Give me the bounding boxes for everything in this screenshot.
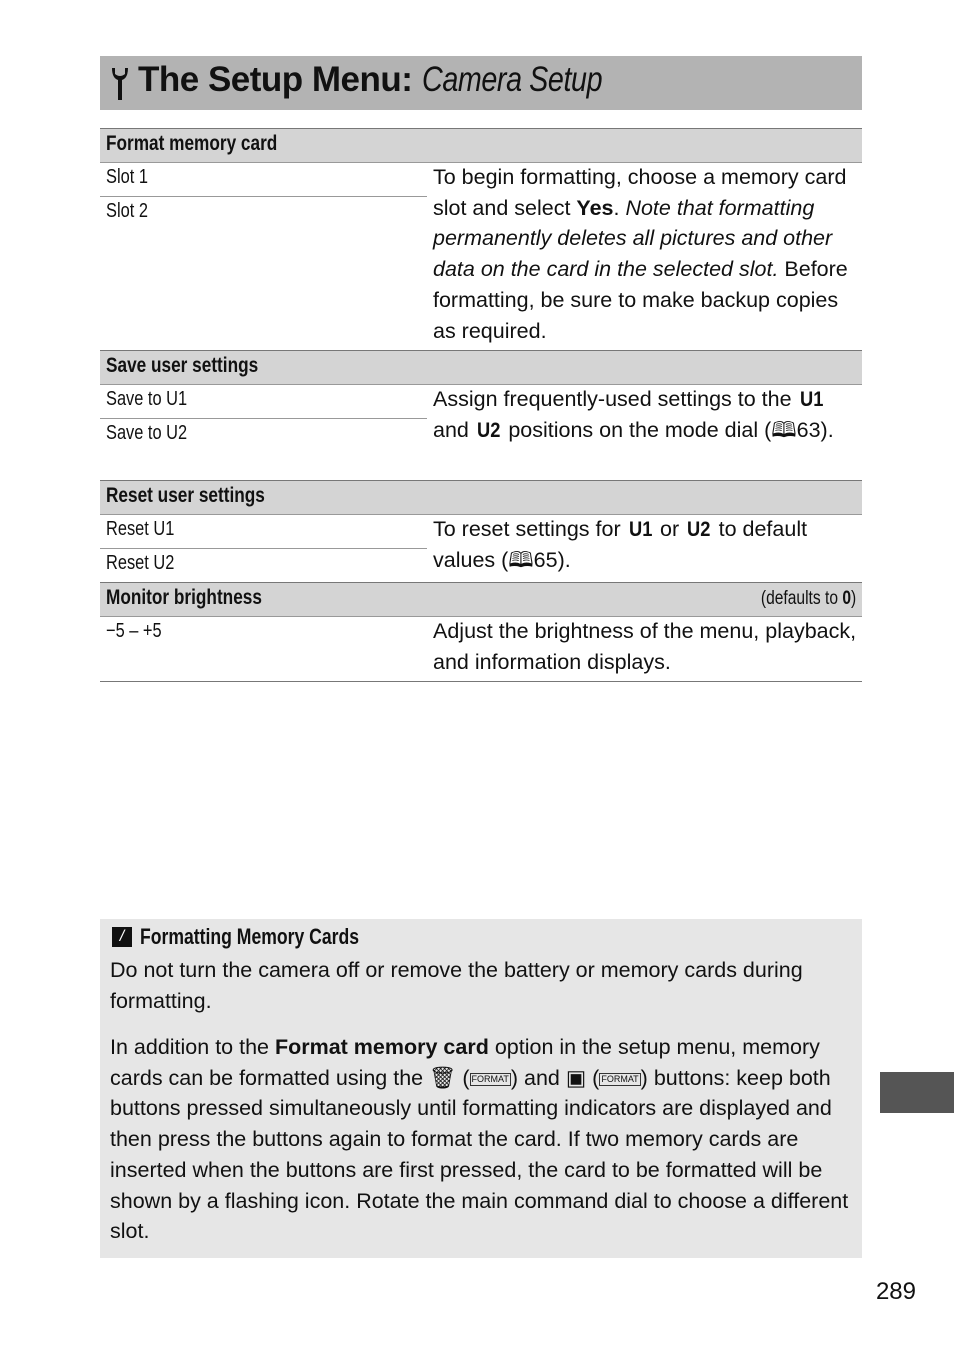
note-box xyxy=(100,919,862,1258)
page-title: The Setup Menu: Camera Setup xyxy=(138,60,602,99)
wrench-icon xyxy=(110,66,130,102)
monitor-description: Adjust the brightness of the menu, playback, and information displays. xyxy=(433,619,857,674)
card-slot-icon: ▣ xyxy=(565,1065,587,1090)
page-number: 289 xyxy=(875,1278,916,1305)
note-title: Formatting Memory Cards xyxy=(140,924,360,949)
title-bar xyxy=(100,56,862,110)
option-save-u2: Save to U2 xyxy=(106,422,188,444)
section-header-format: Format memory card xyxy=(100,128,862,163)
pencil-icon: / xyxy=(112,927,132,947)
option-reset-u1: Reset U1 xyxy=(100,515,427,549)
book-icon: 🕮 xyxy=(508,547,534,572)
section-header-monitor: Monitor brightness (defaults to 0) xyxy=(100,582,862,617)
table-bottom-rule xyxy=(100,681,862,682)
book-icon: 🕮 xyxy=(771,417,797,442)
option-slot-1: Slot 1 xyxy=(100,163,427,197)
section-header-save: Save user settings xyxy=(100,350,862,385)
format-icon: FORMAT xyxy=(471,1073,509,1084)
format-description: To begin formatting, choose a memory card slot and select Yes. Note that formatting permanently deletes all pictures and other data on the card in the selected slot. Before formatting, be sure to make backup copies as required. xyxy=(433,165,848,343)
option-brightness-range: −5 – +5 xyxy=(106,620,162,642)
format-icon: FORMAT xyxy=(601,1073,639,1084)
trash-icon: 🗑 xyxy=(429,1065,457,1090)
reset-description: To reset settings for U1 or U2 to default values (🕮65). xyxy=(433,517,808,572)
option-reset-u2: Reset U2 xyxy=(106,552,175,574)
default-value: (defaults to 0) xyxy=(760,588,856,609)
note-paragraph-1: Do not turn the camera off or remove the battery or memory cards during formatting. xyxy=(110,958,803,1013)
option-slot-2: Slot 2 xyxy=(106,200,148,222)
section-header-reset: Reset user settings xyxy=(100,480,862,515)
note-paragraph-2: In addition to the Format memory card option in the setup menu, memory cards can be formatted using the 🗑 ( FORMAT) and ▣ ( FORMAT) buttons: keep both buttons pressed simultaneously until formatting indicators are displayed and then press the buttons again to format the card. If two memory cards are inserted when the buttons are first pressed, the card to be formatted will be shown by a flashing icon. Rotate the main command dial to choose a different slot. xyxy=(110,1035,849,1244)
option-save-u1: Save to U1 xyxy=(100,385,427,419)
save-description: Assign frequently-used settings to the U1 and U2 positions on the mode dial (🕮63). xyxy=(433,387,834,442)
section-thumb-tab xyxy=(880,1072,954,1113)
